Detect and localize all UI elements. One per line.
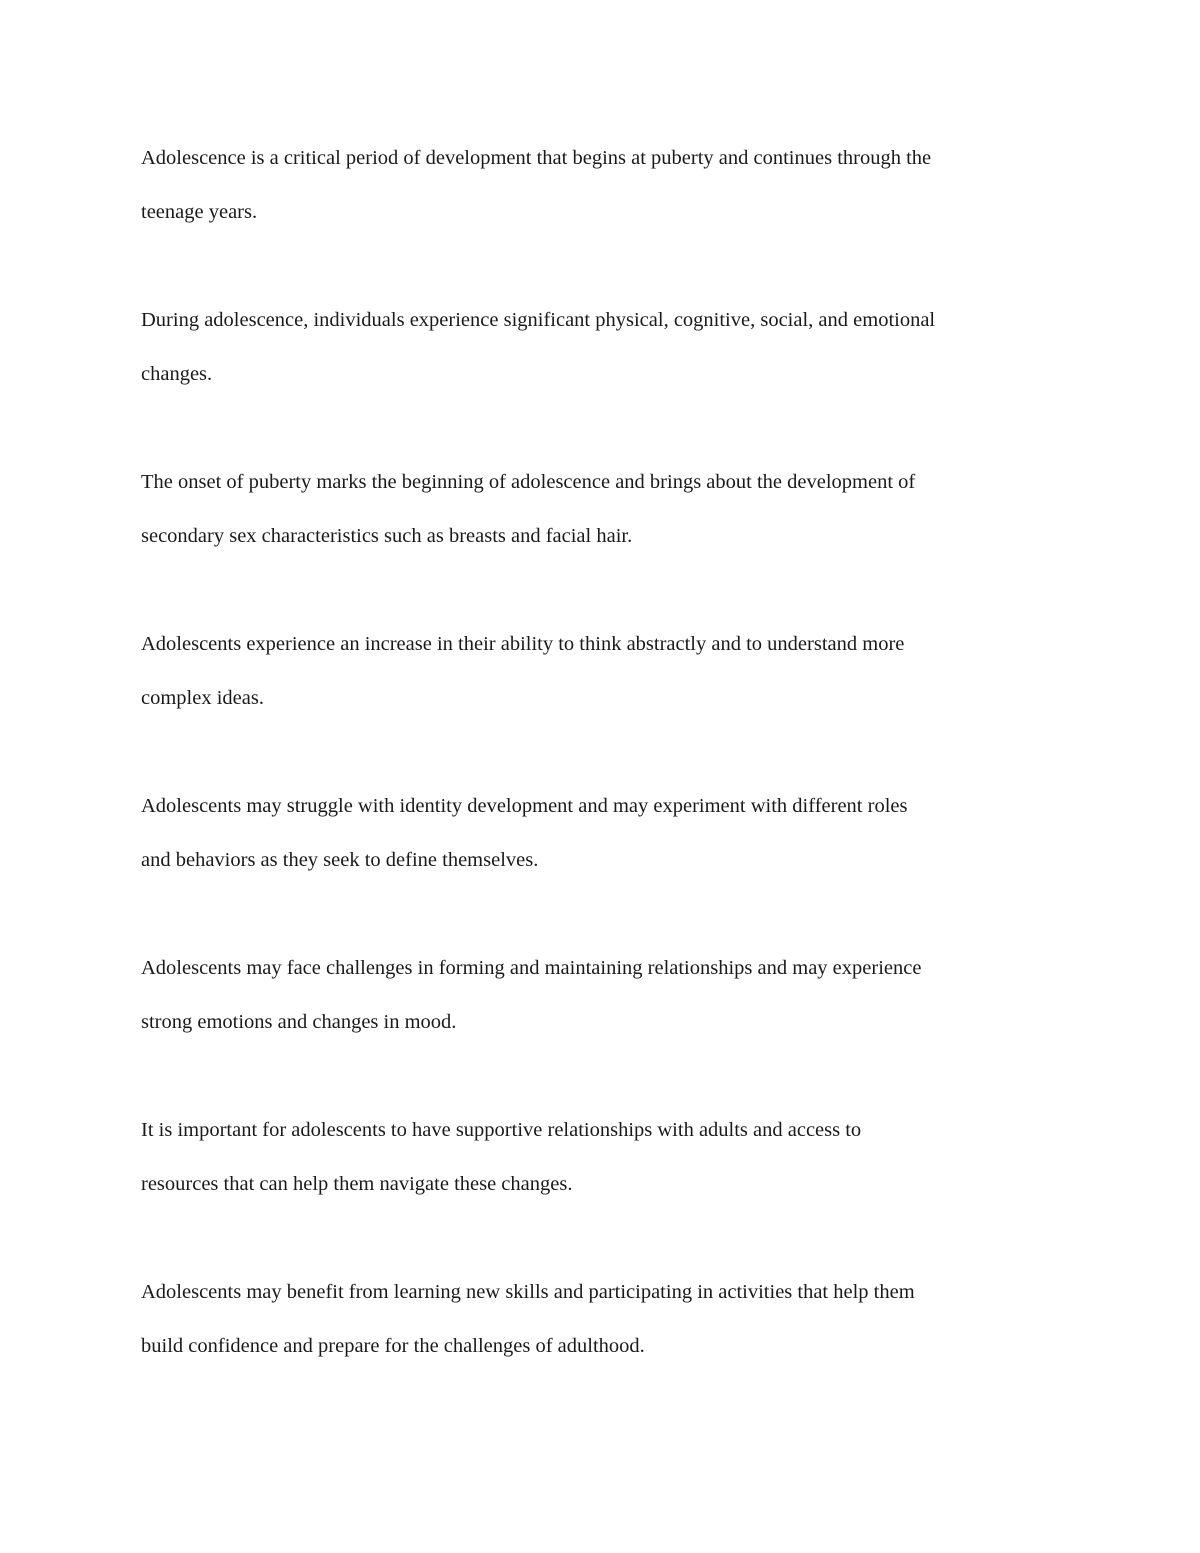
paragraph-4 bbox=[141, 617, 1060, 725]
paragraph-5 bbox=[141, 779, 1060, 887]
paragraph-2 bbox=[141, 293, 1060, 401]
paragraph-6 bbox=[141, 941, 1060, 1049]
paragraph-1 bbox=[141, 131, 1060, 239]
paragraph-line: secondary sex characteristics such as breasts and facial hair. bbox=[141, 525, 633, 547]
paragraph-7 bbox=[141, 1103, 1060, 1211]
paragraph-line: It is important for adolescents to have supportive relationships with adults and access to bbox=[141, 1119, 862, 1141]
paragraph-line: strong emotions and changes in mood. bbox=[141, 1011, 457, 1033]
paragraph-line: Adolescents may face challenges in forming and maintaining relationships and may experience bbox=[141, 957, 922, 979]
document-body bbox=[141, 131, 1060, 1373]
paragraph-line: and behaviors as they seek to define themselves. bbox=[141, 849, 539, 871]
paragraph-8 bbox=[141, 1265, 1060, 1373]
paragraph-line: resources that can help them navigate these changes. bbox=[141, 1173, 573, 1195]
paragraph-line: build confidence and prepare for the challenges of adulthood. bbox=[141, 1335, 645, 1357]
paragraph-line: teenage years. bbox=[141, 201, 258, 223]
paragraph-3 bbox=[141, 455, 1060, 563]
paragraph-line: Adolescents may benefit from learning new skills and participating in activities that help them bbox=[141, 1281, 915, 1303]
paragraph-line: The onset of puberty marks the beginning of adolescence and brings about the development of bbox=[141, 471, 916, 493]
paragraph-line: Adolescents may struggle with identity development and may experiment with different roles bbox=[141, 795, 908, 817]
paragraph-line: Adolescents experience an increase in their ability to think abstractly and to understand more bbox=[141, 633, 905, 655]
paragraph-line: Adolescence is a critical period of development that begins at puberty and continues through the bbox=[141, 147, 932, 169]
paragraph-line: complex ideas. bbox=[141, 687, 264, 709]
paragraph-line: changes. bbox=[141, 363, 213, 385]
paragraph-line: During adolescence, individuals experience significant physical, cognitive, social, and emotional bbox=[141, 309, 936, 331]
